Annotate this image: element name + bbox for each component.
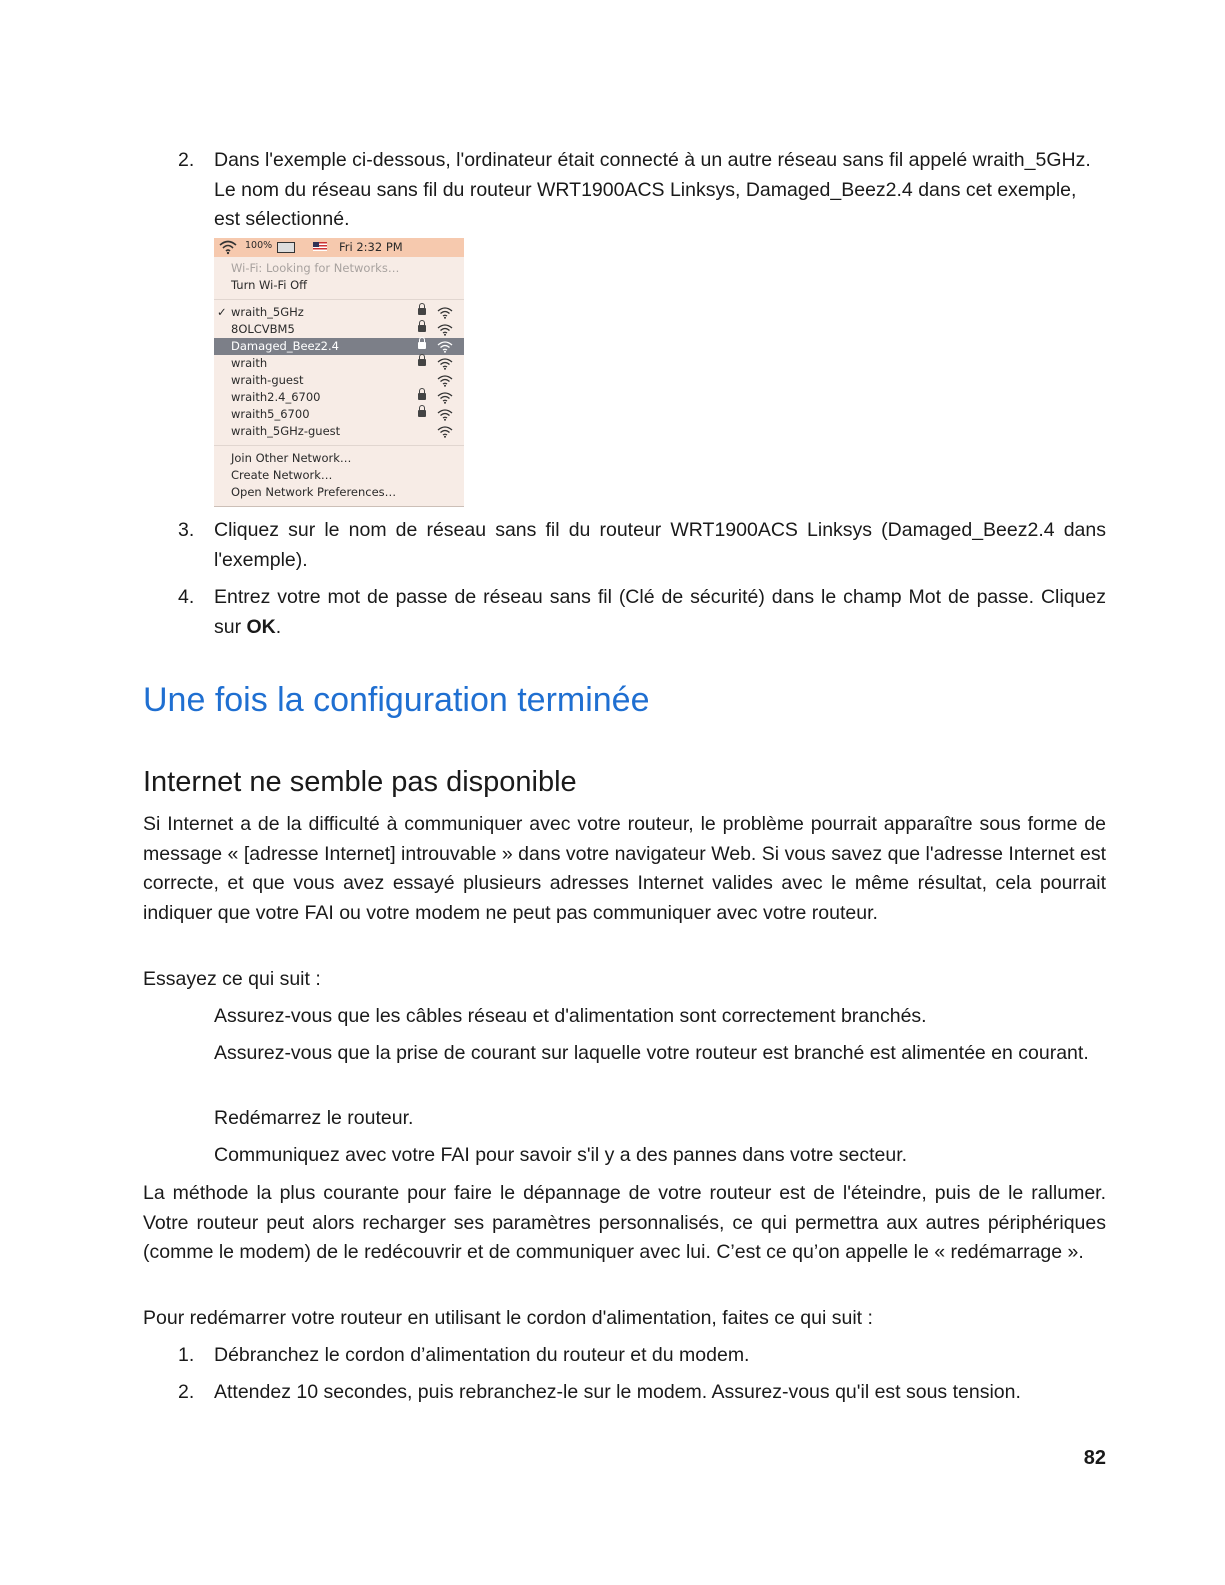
list-number: 2.: [178, 149, 195, 171]
wifi-signal-icon: [437, 323, 453, 336]
subsection-title: Internet ne semble pas disponible: [143, 766, 577, 798]
network-name: wraith-guest: [231, 373, 304, 387]
list-item-text: Dans l'exemple ci-dessous, l'ordinateur était connecté à un autre réseau sans fil appelé wraith_5GHz. Le nom du réseau sans fil du routeur WRT1900ACS Linksys, Damaged_Beez2.4 dans cet exemple, est sélectionné.: [214, 149, 1091, 230]
wifi-signal-icon: [437, 340, 453, 353]
list-item-text: [214, 583, 1106, 642]
list-number: 4.: [178, 586, 195, 608]
network-item[interactable]: [214, 338, 464, 355]
wifi-signal-icon: [437, 391, 453, 404]
bullet-item: Redémarrez le routeur.: [214, 1107, 414, 1129]
network-item[interactable]: [214, 389, 464, 406]
network-name: wraith_5GHz: [231, 305, 304, 319]
bullet-item: Assurez-vous que la prise de courant sur laquelle votre routeur est branché est alimentée en courant.: [214, 1042, 1089, 1064]
network-item[interactable]: [214, 372, 464, 389]
list-item-text: Cliquez sur le nom de réseau sans fil du routeur WRT1900ACS Linksys (Damaged_Beez2.4 dans l'exemple).: [214, 519, 1106, 571]
wifi-status: Wi-Fi: Looking for Networks…: [231, 261, 400, 275]
menu-divider: [214, 299, 464, 300]
flag-icon: [313, 242, 327, 251]
paragraph: La méthode la plus courante pour faire le dépannage de votre routeur est de l'éteindre, puis de le rallumer. Votre routeur peut alors recharger ses paramètres personnalisés, ce qui permettra aux autres périphériques (comme le modem) de le redécouvrir et de communiquer avec lui. C’est ce qu’on appelle le « redémarrage ».: [143, 1182, 1106, 1263]
wifi-icon: [218, 239, 238, 255]
lock-icon: [418, 393, 426, 400]
wifi-signal-icon: [437, 306, 453, 319]
list-number: 2.: [178, 1381, 195, 1403]
wifi-signal-icon: [437, 374, 453, 387]
page-number: 82: [1083, 1447, 1106, 1469]
list-number: 1.: [178, 1344, 195, 1366]
section-title: Une fois la configuration terminée: [143, 681, 650, 719]
wifi-menu-screenshot: [214, 238, 464, 507]
list-item-text-part: .: [275, 615, 282, 638]
network-item[interactable]: [214, 355, 464, 372]
checkmark-icon: ✓: [217, 305, 227, 319]
paragraph: Si Internet a de la difficulté à communiquer avec votre routeur, le problème pourrait apparaître sous forme de message « [adresse Internet] introuvable » dans votre navigateur Web. Si vous savez que l'adresse Internet est correcte, et que vous avez essayé plusieurs adresses Internet valides avec le même résultat, cela pourrait indiquer que votre FAI ou votre modem ne peut pas communiquer avec votre routeur.: [143, 813, 1106, 924]
network-name: Damaged_Beez2.4: [231, 339, 339, 353]
battery-percent: 100%: [245, 240, 273, 251]
network-name: 8OLCVBM5: [231, 322, 295, 336]
lock-icon: [418, 308, 426, 315]
list-number: 3.: [178, 519, 195, 541]
create-network-item[interactable]: Create Network…: [231, 468, 333, 482]
network-name: wraith2.4_6700: [231, 390, 321, 404]
network-name: wraith5_6700: [231, 407, 310, 421]
bullet-item: Assurez-vous que les câbles réseau et d'alimentation sont correctement branchés.: [214, 1005, 927, 1027]
list-item-text: Débranchez le cordon d’alimentation du routeur et du modem.: [214, 1344, 750, 1366]
list-item-text: Attendez 10 secondes, puis rebranchez-le sur le modem. Assurez-vous qu'il est sous tension.: [214, 1381, 1021, 1403]
network-item[interactable]: [214, 406, 464, 423]
list-item-text-part: Entrez votre mot de passe de réseau sans fil (Clé de sécurité) dans le champ Mot de passe. Cliquez sur: [214, 586, 1106, 638]
wifi-signal-icon: [437, 408, 453, 421]
reset-intro: Pour redémarrer votre routeur en utilisant le cordon d'alimentation, faites ce qui suit :: [143, 1307, 873, 1329]
network-name: wraith_5GHz-guest: [231, 424, 341, 438]
lock-icon: [418, 410, 426, 417]
wifi-signal-icon: [437, 425, 453, 438]
battery-icon: [277, 242, 295, 253]
lock-icon: [418, 325, 426, 332]
join-other-network-item[interactable]: Join Other Network…: [231, 451, 352, 465]
network-item[interactable]: [214, 321, 464, 338]
lock-icon: [418, 342, 426, 349]
menu-bar: [214, 238, 464, 257]
wifi-signal-icon: [437, 357, 453, 370]
menu-divider: [214, 445, 464, 446]
network-item[interactable]: [214, 304, 464, 321]
network-item[interactable]: [214, 423, 464, 440]
menu-clock: Fri 2:32 PM: [339, 240, 403, 254]
turn-wifi-off-item[interactable]: Turn Wi-Fi Off: [231, 278, 308, 292]
lock-icon: [418, 359, 426, 366]
bullet-item: Communiquez avec votre FAI pour savoir s'il y a des pannes dans votre secteur.: [214, 1144, 908, 1166]
try-intro: Essayez ce qui suit :: [143, 968, 321, 990]
open-network-preferences-item[interactable]: Open Network Preferences…: [231, 485, 397, 499]
network-name: wraith: [231, 356, 268, 370]
ok-label: OK: [246, 615, 276, 638]
